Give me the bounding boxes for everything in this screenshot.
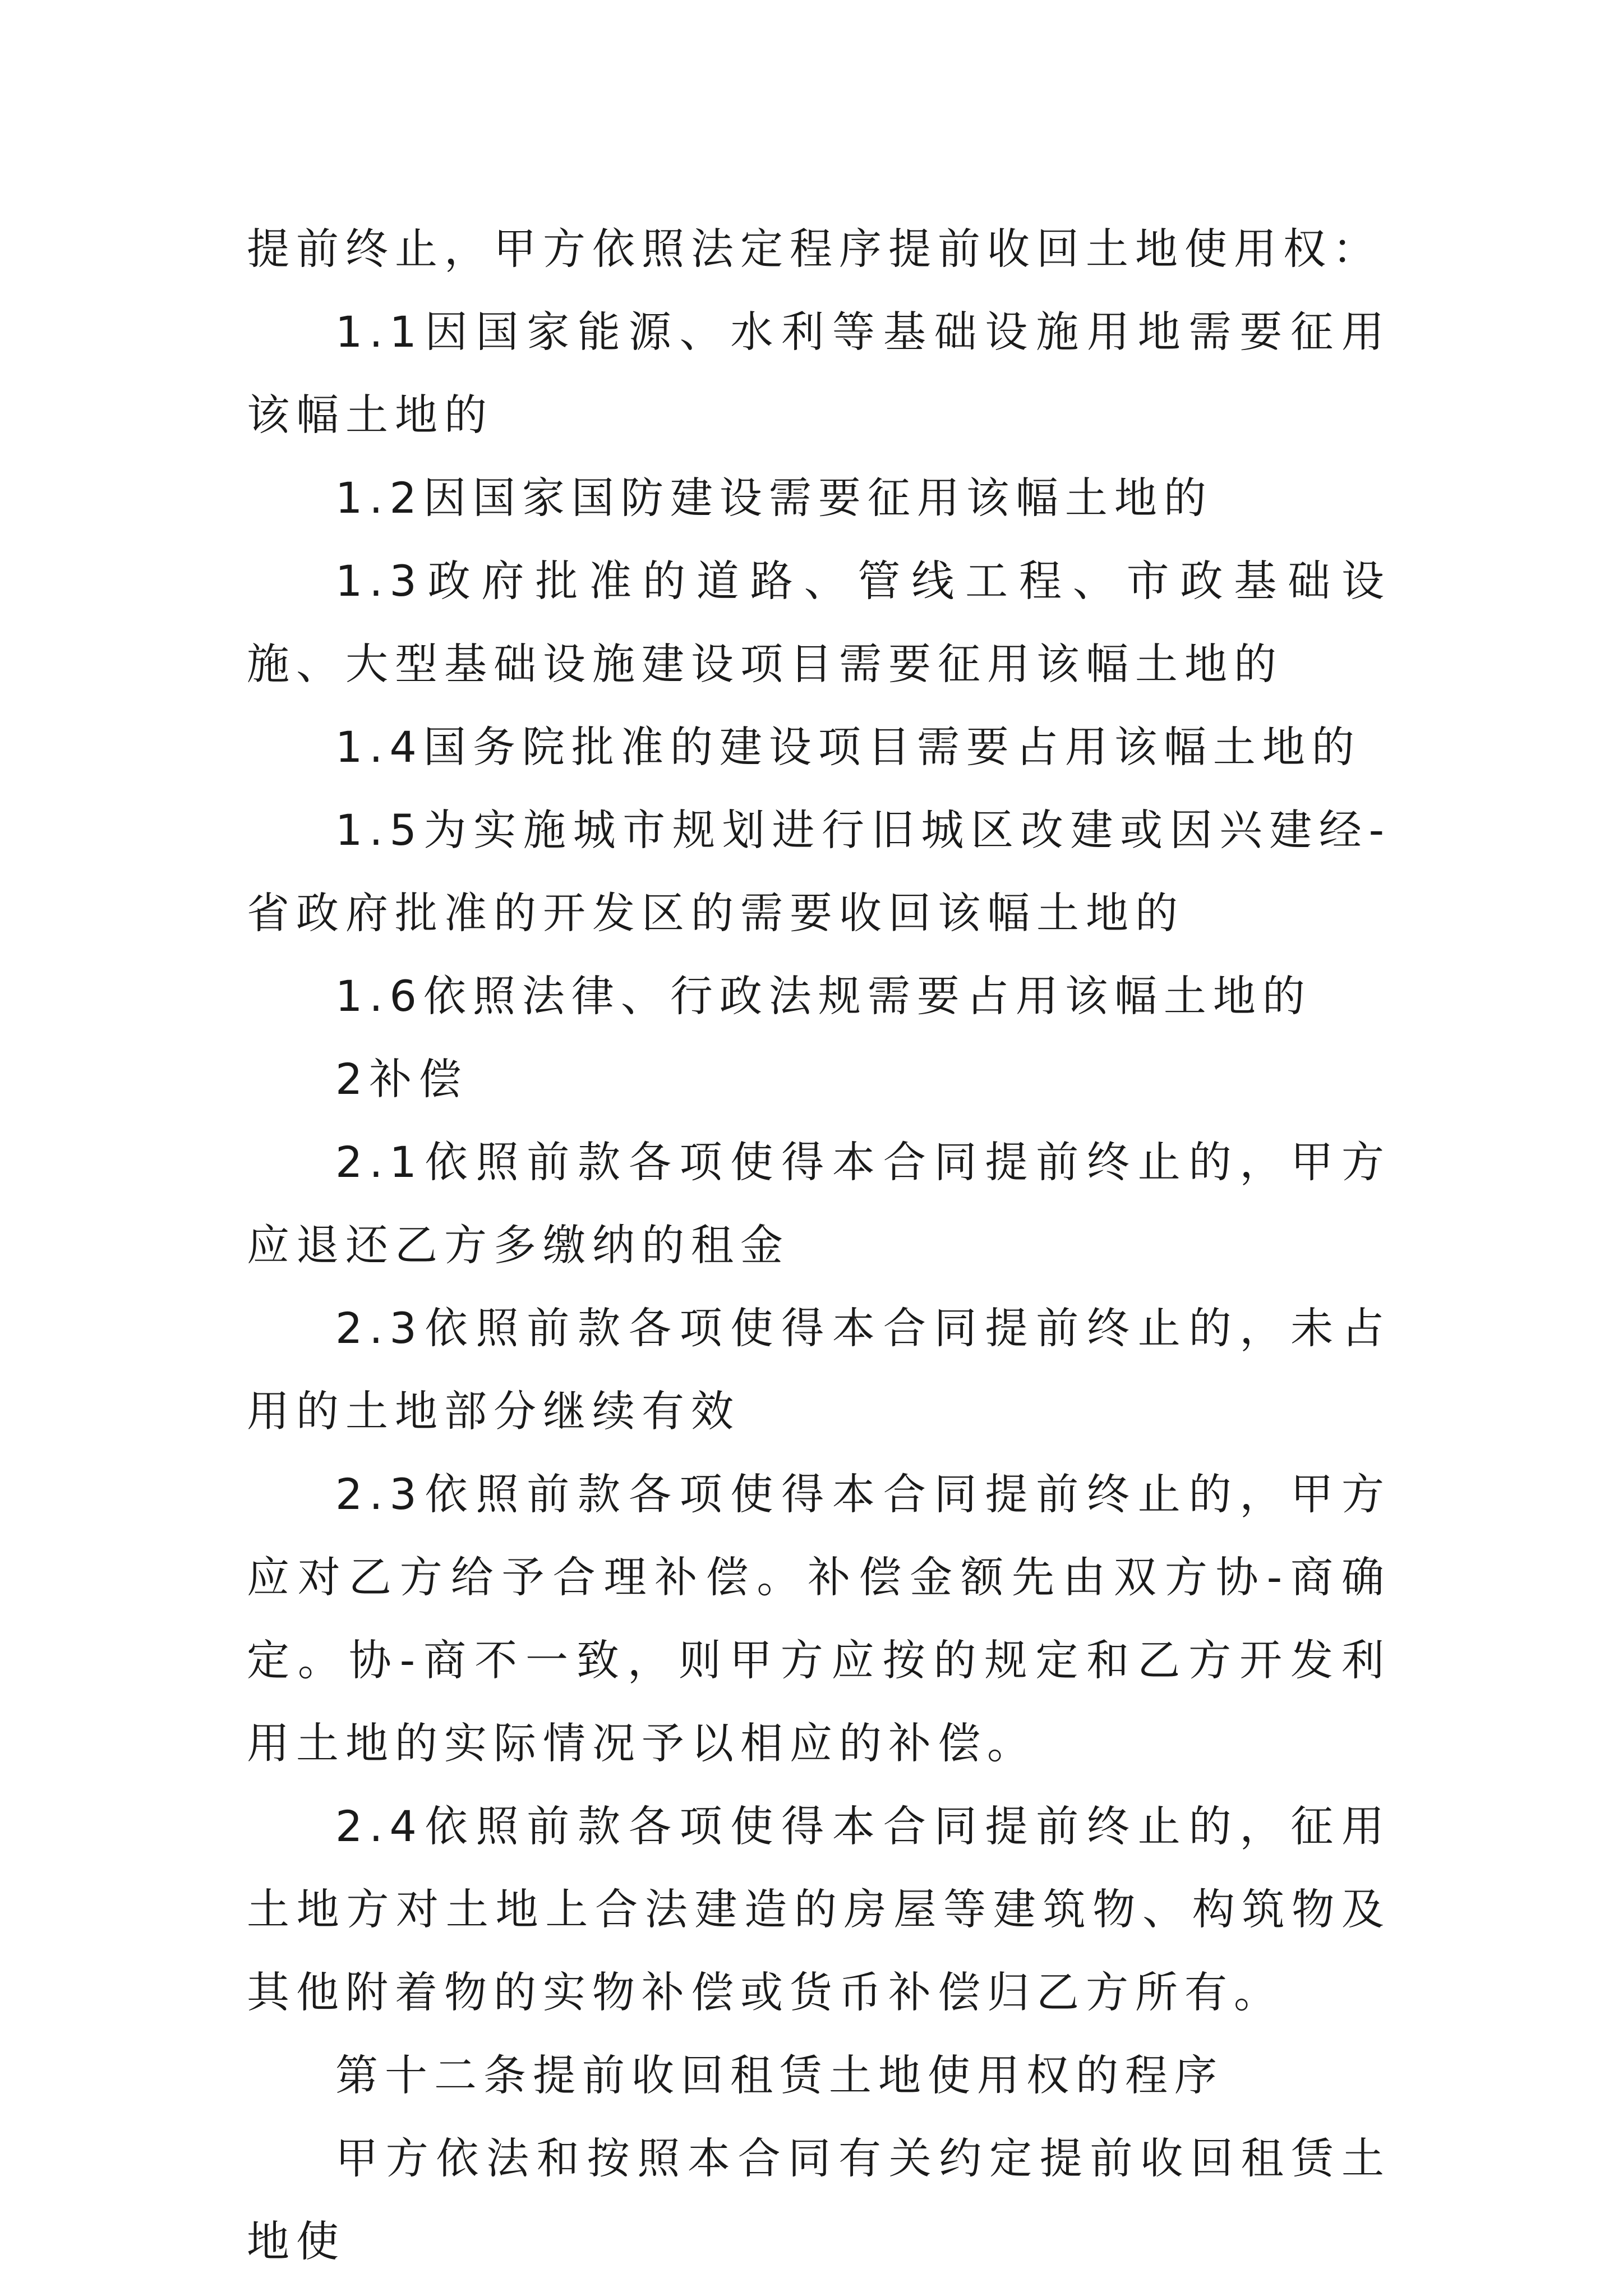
section-heading-compensation: 2补偿: [335, 1054, 468, 1104]
clause-1-4: 1.4国务院批准的建设项目需要占用该幅土地的: [335, 722, 1361, 772]
clause-1-1: 1.1因国家能源、水利等基础设施用地需要征用该幅土地的: [247, 307, 1391, 440]
clause-2-4: 2.4依照前款各项使得本合同提前终止的，征用土地方对土地上合法建造的房屋等建筑物、构筑物及其他附着物的实物补偿或货币补偿归乙方所有。: [247, 1801, 1391, 2017]
article-12-body: 甲方依法和按照本合同有关约定提前收回租赁土地使: [247, 2133, 1391, 2266]
clause-2-1: 2.1依照前款各项使得本合同提前终止的，甲方应退还乙方多缴纳的租金: [247, 1137, 1391, 1270]
clause-1-2: 1.2因国家国防建设需要征用该幅土地的: [335, 473, 1213, 523]
clause-1-3: 1.3政府批准的道路、管线工程、市政基础设施、大型基础设施建设项目需要征用该幅土地的: [247, 556, 1391, 689]
clause-1-6: 1.6依照法律、行政法规需要占用该幅土地的: [335, 971, 1312, 1021]
clause-2-3-a: 2.3依照前款各项使得本合同提前终止的，未占用的土地部分继续有效: [247, 1303, 1391, 1436]
article-12-heading: 第十二条提前收回租赁土地使用权的程序: [335, 2050, 1224, 2100]
clause-2-3-b: 2.3依照前款各项使得本合同提前终止的，甲方应对乙方给予合理补偿。补偿金额先由双方协-商确定。协-商不一致，则甲方应按的规定和乙方开发利用土地的实际情况予以相应的补偿。: [247, 1469, 1391, 1768]
document-body: [247, 208, 1391, 2283]
paragraph-intro: 提前终止，甲方依照法定程序提前收回土地使用权：: [247, 224, 1382, 274]
clause-1-5: 1.5为实施城市规划进行旧城区改建或因兴建经-省政府批准的开发区的需要收回该幅土地的: [247, 805, 1391, 938]
